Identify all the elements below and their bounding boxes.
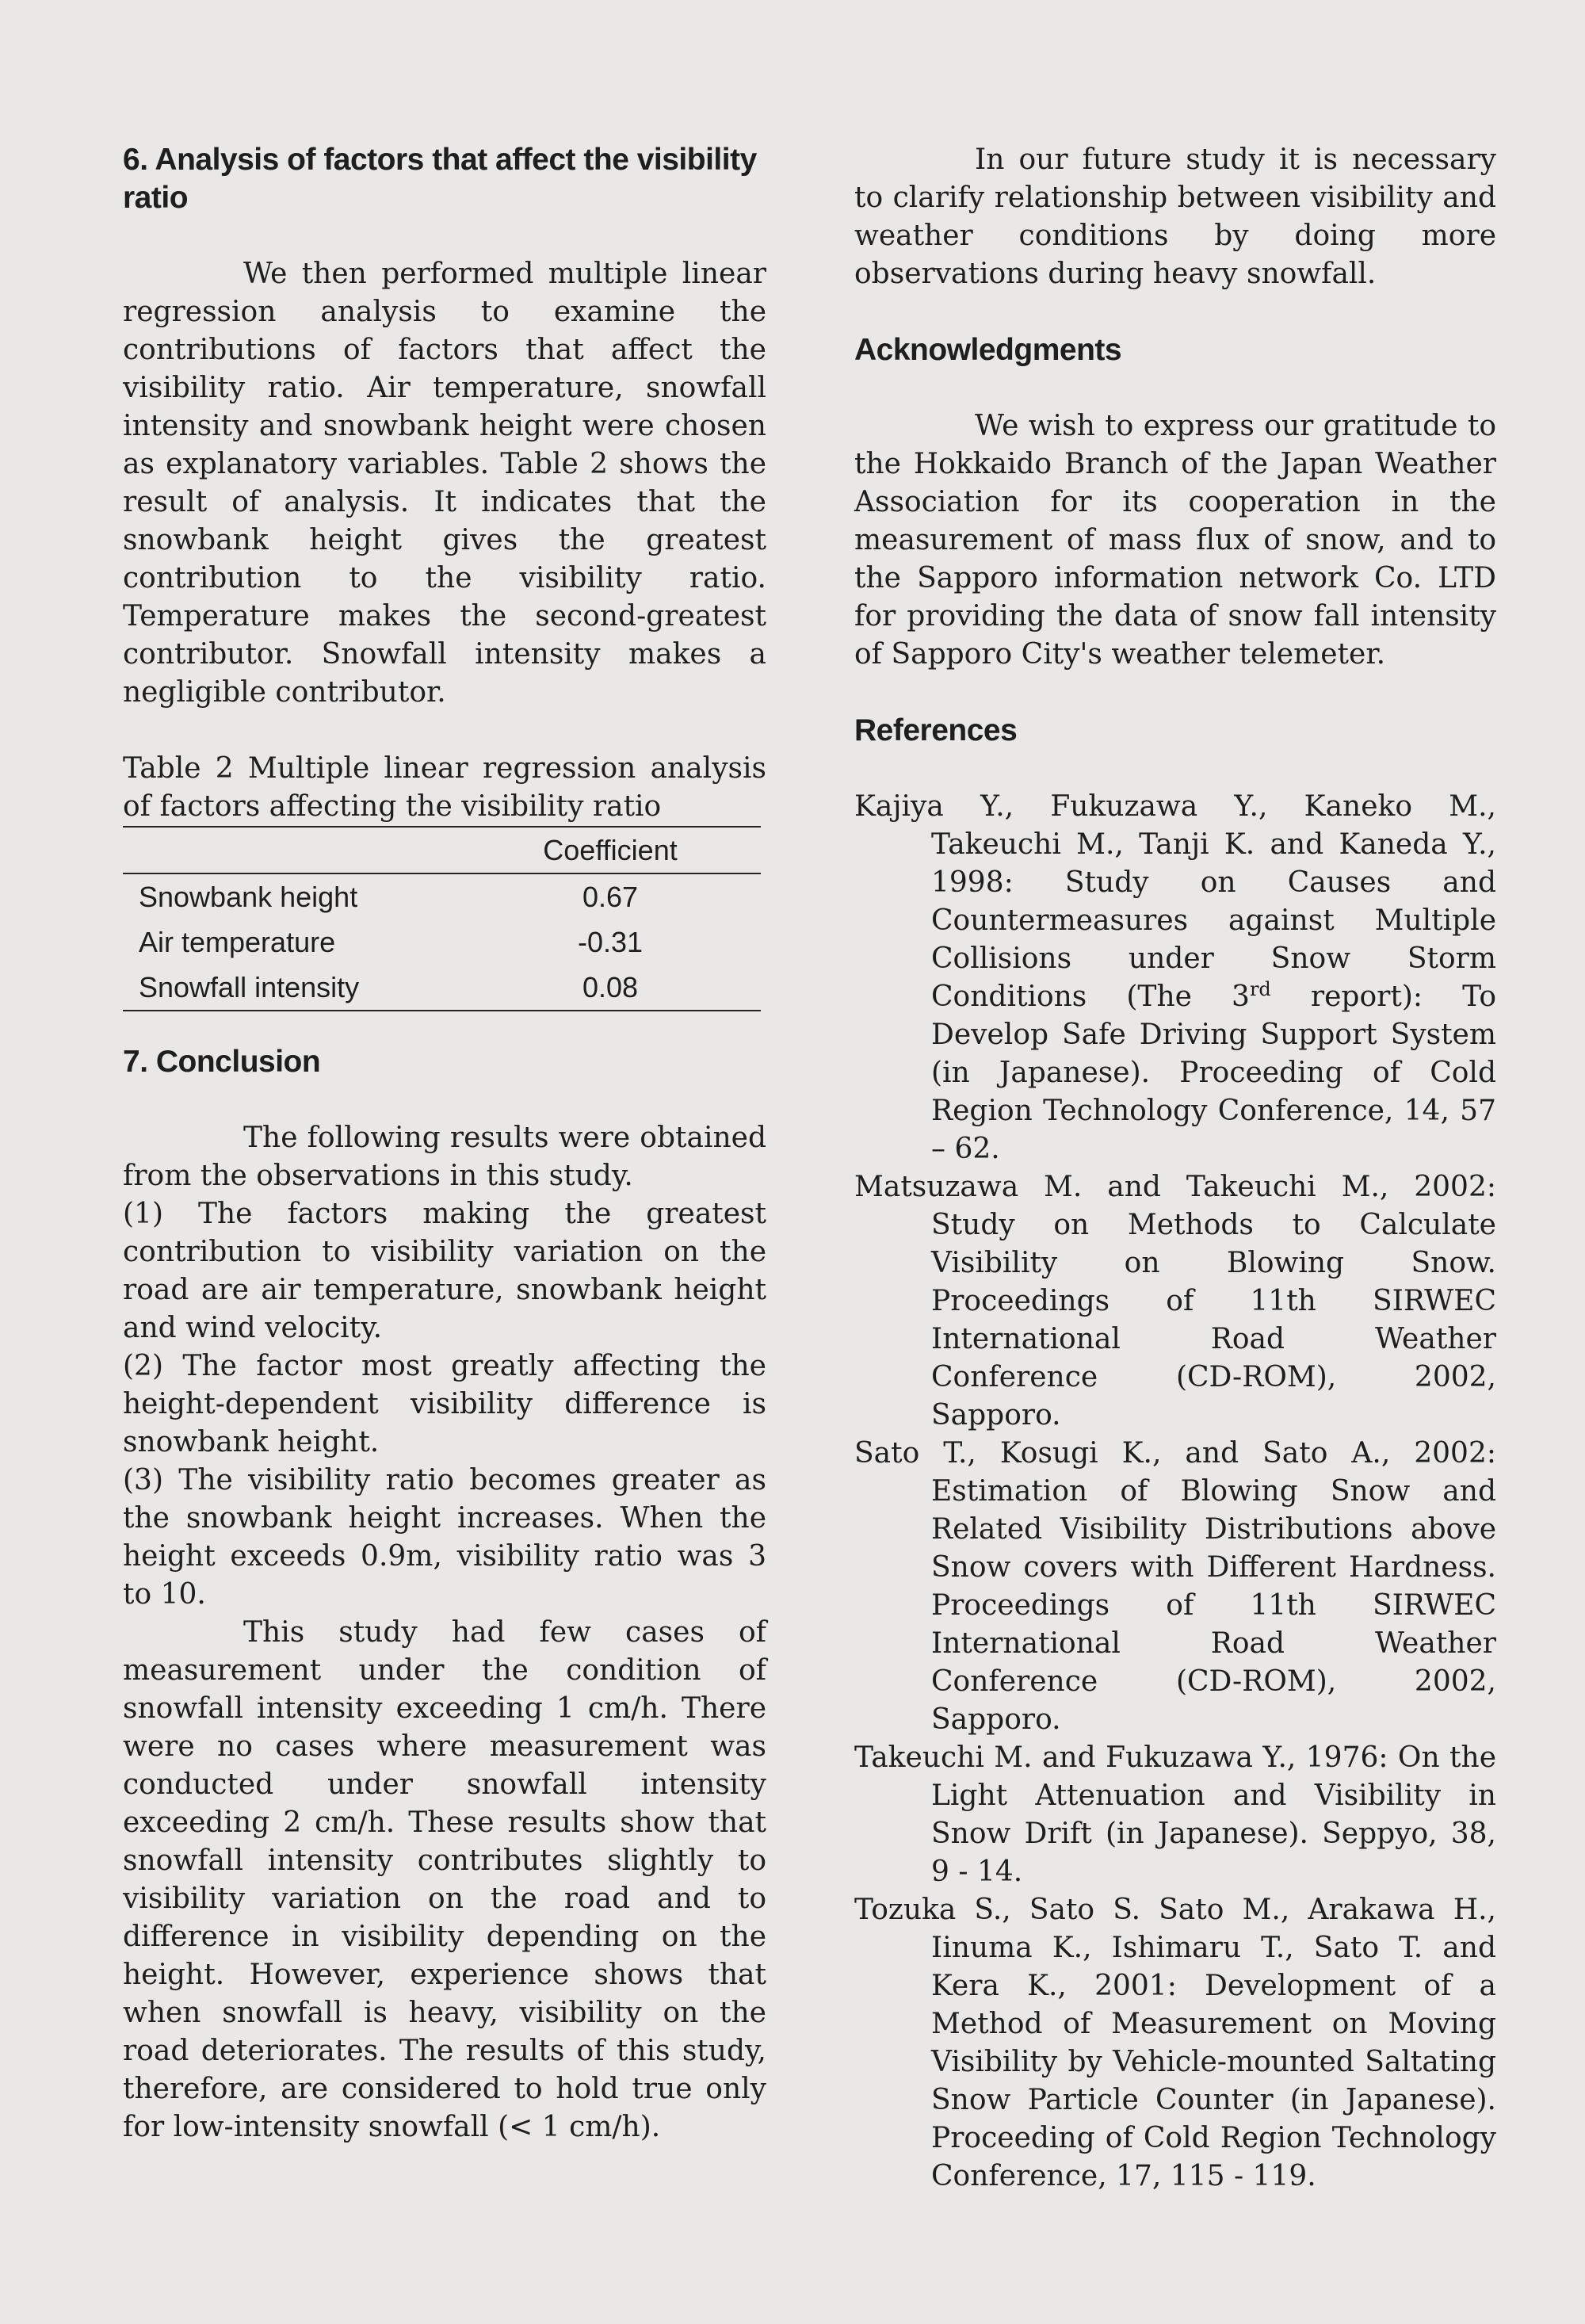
reference-3: Sato T., Kosugi K., and Sato A., 2002: Estimation of Blowing Snow and Related Visibility Distributions above Snow covers with Different Hardness. Proceedings of 11th SIRWEC International Road Weather Conference (CD-ROM), 2002, Sapporo.: [854, 1437, 1496, 1736]
conclusion-paragraph-3: In our future study it is necessary to clarify relationship between visibility and weather conditions by doing more observations during heavy snowfall.: [854, 143, 1496, 290]
left-column: [123, 141, 766, 2146]
reference-1-part-1: Kajiya Y., Fukuzawa Y., Kaneko M., Takeuchi M., Tanji K. and Kaneda Y., 1998: Study on Causes and Countermeasures against Multiple Collisions under Snow Storm Conditions (The 3: [854, 790, 1496, 1013]
table-cell-factor: Air temperature: [139, 925, 336, 958]
table-cell-factor: Snowbank height: [139, 880, 358, 913]
conclusion-item-2: (2) The factor most greatly affecting the height-dependent visibility difference is snowbank height.: [123, 1350, 766, 1458]
conclusion-item-1: (1) The factors making the greatest contribution to visibility variation on the road are air temperature, snowbank height and wind velocity.: [123, 1198, 766, 1344]
section-6-paragraph: We then performed multiple linear regression analysis to examine the contributions of factors that affect the visibility ratio. Air temperature, snowfall intensity and snowbank height were chosen as explanatory variables. Table 2 shows the result of analysis. It indicates that the snowbank height gives the greatest contribution to the visibility ratio. Temperature makes the second-greatest contributor. Snowfall intensity makes a negligible contributor.: [123, 258, 766, 709]
section-7-heading: 7. Conclusion: [123, 1045, 321, 1079]
right-column: [854, 141, 1496, 2196]
table-2: [123, 826, 761, 1011]
table-cell-coefficient: 0.67: [582, 880, 639, 913]
acknowledgments-text: We wish to express our gratitude to the Hokkaido Branch of the Japan Weather Association for its cooperation in the measurement of mass flux of snow, and to the Sapporo information network Co. LTD for providing the data of snow fall intensity of Sapporo City's weather telemeter.: [854, 410, 1496, 671]
conclusion-paragraph-2: This study had few cases of measurement under the condition of snowfall intensity exceeding 1 cm/h. There were no cases where measurement was conducted under snowfall intensity exceeding 2 cm/h. These results show that snowfall intensity contributes slightly to visibility variation on the road and to difference in visibility depending on the height. However, experience shows that when snowfall is heavy, visibility on the road deteriorates. The results of this study, therefore, are considered to hold true only for low-intensity snowfall (< 1 cm/h).: [123, 1616, 766, 2143]
reference-5: Tozuka S., Sato S. Sato M., Arakawa H., Iinuma K., Ishimaru T., Sato T. and Kera K., 2001: Development of a Method of Measurement on Moving Visibility by Vehicle-mounted Saltating Snow Particle Counter (in Japanese). Proceeding of Cold Region Technology Conference, 17, 115 - 119.: [854, 1894, 1496, 2192]
table-row: [123, 965, 761, 1011]
reference-4: Takeuchi M. and Fukuzawa Y., 1976: On the Light Attenuation and Visibility in Snow Drift (in Japanese). Seppyo, 38, 9 - 14.: [854, 1741, 1496, 1888]
reference-1: [854, 788, 1496, 1168]
table-row: [123, 919, 761, 965]
reference-1-part-2: report): To Develop Safe Driving Support System (in Japanese). Proceeding of Cold Region Technology Conference, 14, 57 – 62.: [931, 980, 1496, 1165]
references-heading: References: [854, 713, 1018, 747]
table-cell-factor: Snowfall intensity: [139, 970, 360, 1003]
conclusion-item-3: (3) The visibility ratio becomes greater as the snowbank height increases. When the height exceeds 0.9m, visibility ratio was 3 to 10.: [123, 1464, 766, 1611]
section-6-heading: 6. Analysis of factors that affect the visibility ratio: [123, 143, 757, 215]
table-header-empty: [123, 827, 460, 873]
table-row: [123, 873, 761, 919]
conclusion-intro: The following results were obtained from the observations in this study.: [123, 1122, 766, 1192]
reference-2: Matsuzawa M. and Takeuchi M., 2002: Study on Methods to Calculate Visibility on Blowing Snow. Proceedings of 11th SIRWEC International Road Weather Conference (CD-ROM), 2002, Sapporo.: [854, 1171, 1496, 1431]
table-2-caption: Table 2 Multiple linear regression analysis of factors affecting the visibility ratio: [123, 752, 766, 823]
table-header-row: [123, 827, 761, 873]
acknowledgments-heading: Acknowledgments: [854, 333, 1122, 367]
table-cell-coefficient: -0.31: [577, 925, 644, 958]
reference-1-superscript: rd: [1249, 978, 1271, 1000]
table-cell-coefficient: 0.08: [582, 970, 639, 1003]
table-header-coefficient: Coefficient: [543, 833, 678, 866]
